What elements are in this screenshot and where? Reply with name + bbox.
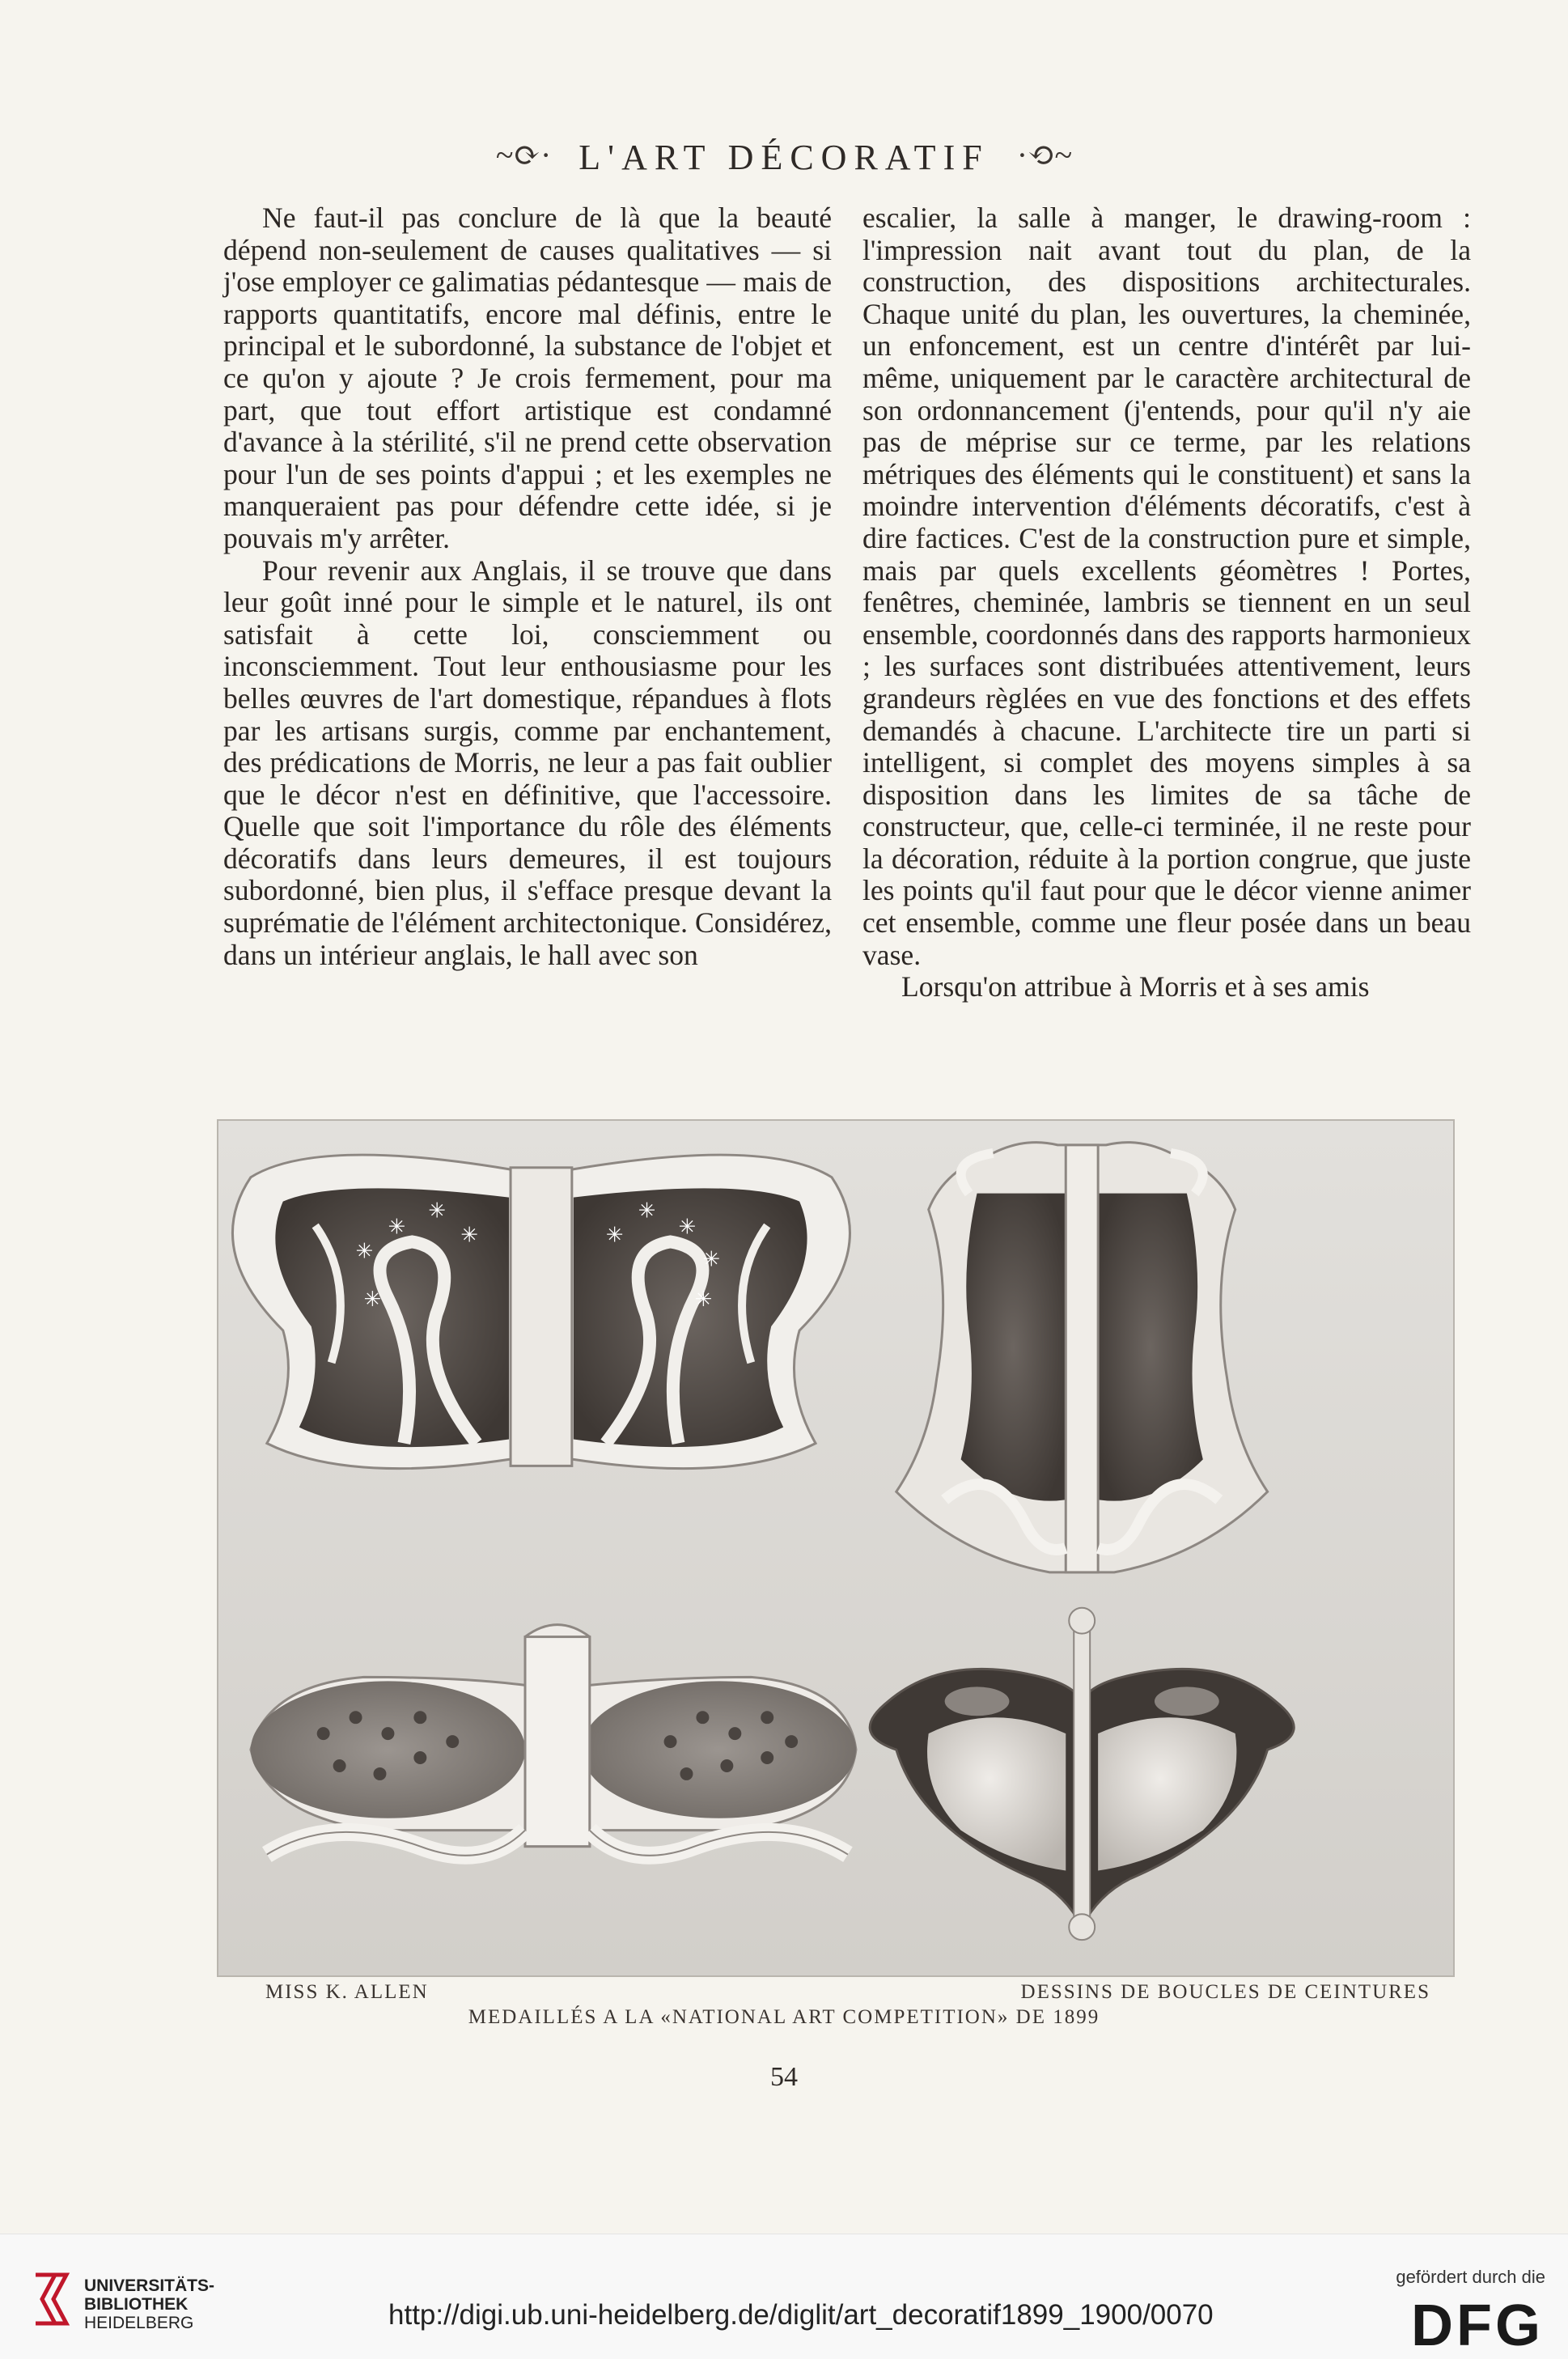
caption-artist: MISS K. ALLEN [265, 1981, 429, 2003]
svg-text:✳: ✳ [702, 1247, 721, 1272]
paragraph: escalier, la salle à manger, le drawing-room : l'impression nait avant tout du plan, de la construction, des dispositions architecturales. Chaque unité du plan, les ouvertures, la cheminée, un enfoncement, est un centre d'intérêt par lui-même, uniquement par le caractère architectural de son ordonnancement (j'entends, pour qu'il n'y aie pas de méprise sur ce terme, par les relations métriques des éléments qui le constituent) et sans la moindre intervention d'éléments décoratifs, c'est à dire factices. C'est de la construction pure et simple, mais par quels excellents géomètres ! Portes, fenêtres, cheminée, lambris se tiennent en un seul ensemble, coordonnés dans des rapports harmonieux ; les surfaces sont distribuées attentivement, leurs grandeurs règlées en vue des fonctions et des effets demandés à chacune. L'architecte tire un parti si intelligent, si complet des moyens simples à sa disposition dans les limites de sa tâche de constructeur, que, celle-ci terminée, il ne reste pour la décoration, réduite à la portion congrue, que juste les points qu'il faut pour que le décor vienne animer cet ensemble, comme une fleur posée dans un beau vase. [862, 202, 1471, 971]
digitization-footer [0, 2234, 1568, 2359]
left-text-column [223, 202, 832, 971]
paragraph: Ne faut-il pas conclure de là que la beauté dépend non-seulement de causes qualitatives — si j'ose employer ce galimatias pédantesque — mais de rapports quantitatifs, encore mal définis, entre le principal et le subordonné, la substance de l'objet et ce qu'on y ajoute ? Je crois fermement, pour ma part, que tout effort artistique est condamné d'avance à la stérilité, s'il ne prend cette observation pour l'un de ses points d'appui ; et les exemples ne manqueraient pas pour défendre cette idée, si je pouvais m'y arrêter. [223, 202, 832, 554]
belt-buckle-plate-illustration [217, 1119, 1455, 1977]
caption-title: DESSINS DE BOUCLES DE CEINTURES [1020, 1981, 1430, 2003]
paragraph: Lorsqu'on attribue à Morris et à ses amis [901, 970, 1370, 1003]
svg-text:✳: ✳ [678, 1215, 697, 1240]
svg-text:✳: ✳ [363, 1288, 382, 1313]
running-header [0, 136, 1568, 178]
belt-buckle-drawings [218, 1121, 1453, 1975]
funding-note: gefördert durch die [1396, 2267, 1545, 2287]
permalink-url[interactable]: http://digi.ub.uni-heidelberg.de/diglit/art_decoratif1899_1900/0070 [388, 2299, 1214, 2331]
svg-text:✳: ✳ [428, 1199, 447, 1224]
buckle-top-left [232, 1155, 850, 1469]
library-name-line: UNIVERSITÄTS- [84, 2276, 215, 2295]
header-ornament-right: ·⟲~ [1016, 137, 1073, 173]
svg-text:✳: ✳ [638, 1199, 656, 1224]
journal-title: L'ART DÉCORATIF [578, 138, 990, 177]
svg-text:✳: ✳ [605, 1223, 624, 1248]
svg-text:✳: ✳ [694, 1288, 713, 1313]
right-text-column [862, 202, 1471, 1003]
library-name-line: HEIDELBERG [84, 2314, 194, 2332]
buckle-top-right [896, 1143, 1268, 1572]
dfg-logo: DFG [1411, 2293, 1544, 2358]
svg-text:✳: ✳ [355, 1239, 374, 1264]
library-name-line: BIBLIOTHEK [84, 2295, 189, 2314]
university-library-logo-icon [31, 2267, 71, 2331]
svg-text:✳: ✳ [460, 1223, 478, 1248]
caption-award: MEDAILLÉS A LA «NATIONAL ART COMPETITION» DE 1899 [468, 2006, 1100, 2028]
svg-text:✳: ✳ [388, 1215, 406, 1240]
header-ornament-left: ~⟳· [495, 137, 552, 173]
page-number: 54 [770, 2062, 798, 2092]
library-name [84, 2276, 214, 2332]
paragraph: Pour revenir aux Anglais, il se trouve que dans leur goût inné pour le simple et le naturel, ils ont satisfait à cette loi, consciemment ou inconsciemment. Tout leur enthousiasme pour les belles œuvres de l'art domestique, répandues à flots par les artisans surgis, comme par enchantement, des prédications de Morris, ne leur a pas fait oublier que le décor n'est en définitive, que l'accessoire. Quelle que soit l'importance du rôle des éléments décoratifs dans leurs demeures, il est toujours subordonné, bien plus, il s'efface presque devant la suprématie de l'élément architectonique. Considérez, dans un intérieur anglais, le hall avec son [223, 554, 832, 971]
